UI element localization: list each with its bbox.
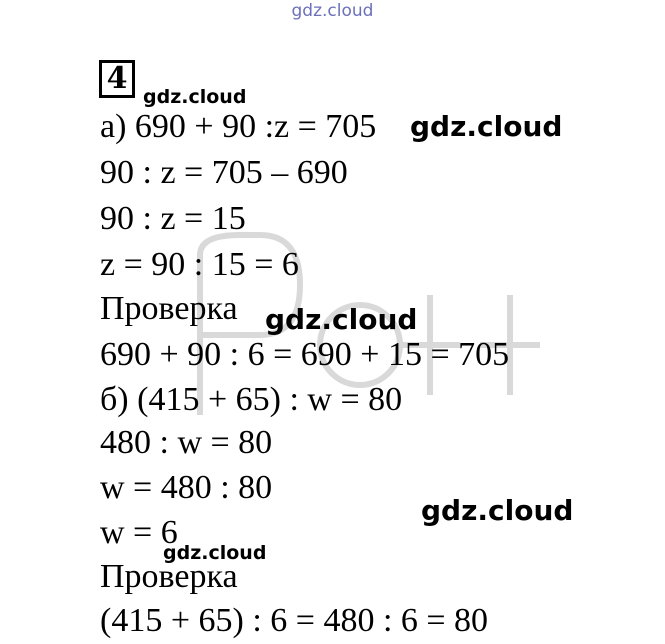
check-line-b: (415 + 65) : 6 = 480 : 6 = 80 [100, 602, 489, 639]
check-heading-b: Проверка [100, 558, 238, 595]
solution-line-3: 90 : z = 15 [100, 200, 246, 237]
check-heading-a: Проверка [100, 290, 238, 327]
watermark-near-number: gdz.cloud [143, 86, 247, 108]
solution-line-b1: б) (415 + 65) : w = 80 [100, 381, 403, 418]
solution-line-2: 90 : z = 705 – 690 [100, 154, 348, 191]
watermark-top[interactable]: gdz.cloud [291, 1, 374, 21]
watermark-line-a: gdz.cloud [410, 110, 563, 143]
solution-line-1: а) 690 + 90 :z = 705 [100, 108, 377, 145]
solution-line-4: z = 90 : 15 = 6 [100, 246, 299, 283]
check-line-a: 690 + 90 : 6 = 690 + 15 = 705 [100, 336, 510, 373]
watermark-bottom-small: gdz.cloud [163, 542, 267, 564]
solution-line-b3: w = 480 : 80 [100, 469, 273, 506]
watermark-middle: gdz.cloud [265, 303, 418, 336]
task-number: 4 [99, 60, 135, 98]
watermark-right-lower: gdz.cloud [421, 494, 574, 527]
solution-line-b2: 480 : w = 80 [100, 424, 273, 461]
solution-line-b4: w = 6 [100, 514, 178, 551]
